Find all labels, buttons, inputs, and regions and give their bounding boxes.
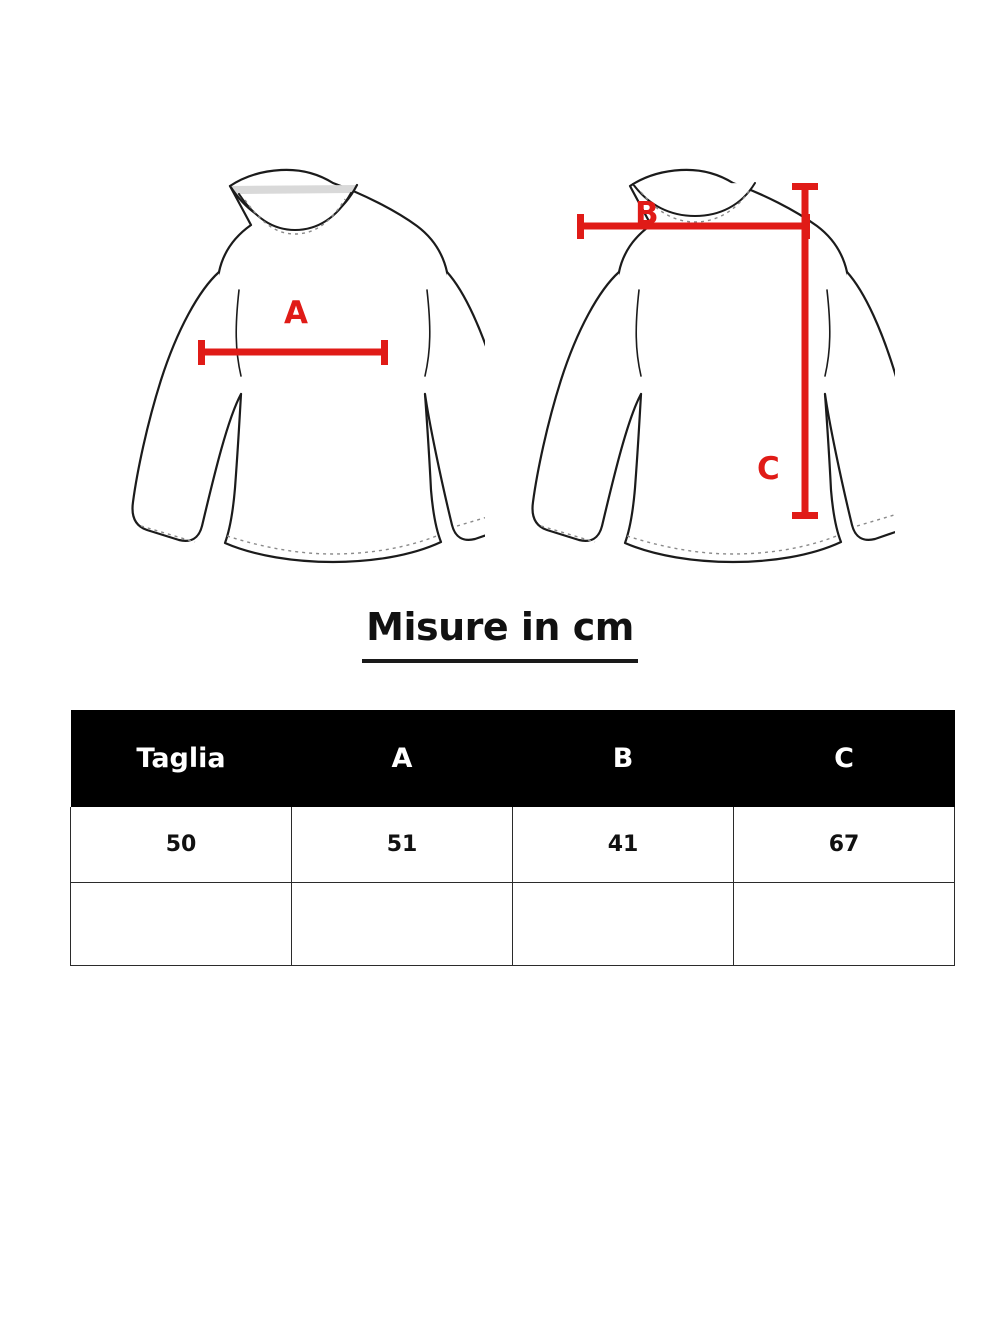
cell-c — [734, 883, 955, 966]
page-title: Misure in cm — [362, 605, 638, 663]
cell-b: 41 — [513, 807, 734, 883]
table-row — [71, 883, 955, 966]
cell-a — [292, 883, 513, 966]
chart-title-wrapper — [0, 605, 1000, 663]
front-garment-illustration — [95, 150, 485, 570]
cell-size — [71, 883, 292, 966]
column-header-b: B — [513, 710, 734, 807]
column-header-taglia: Taglia — [71, 710, 292, 807]
measure-label-b: B — [635, 196, 659, 232]
size-table — [70, 710, 955, 966]
column-header-c: C — [734, 710, 955, 807]
cell-c: 67 — [734, 807, 955, 883]
column-header-a: A — [292, 710, 513, 807]
measure-label-c: C — [757, 451, 780, 487]
cell-b — [513, 883, 734, 966]
cell-a: 51 — [292, 807, 513, 883]
measure-label-a: A — [284, 295, 308, 331]
table-row — [71, 807, 955, 883]
cell-size: 50 — [71, 807, 292, 883]
size-chart-illustration — [0, 0, 1000, 600]
back-garment-illustration — [495, 150, 895, 570]
table-header-row — [71, 710, 955, 807]
